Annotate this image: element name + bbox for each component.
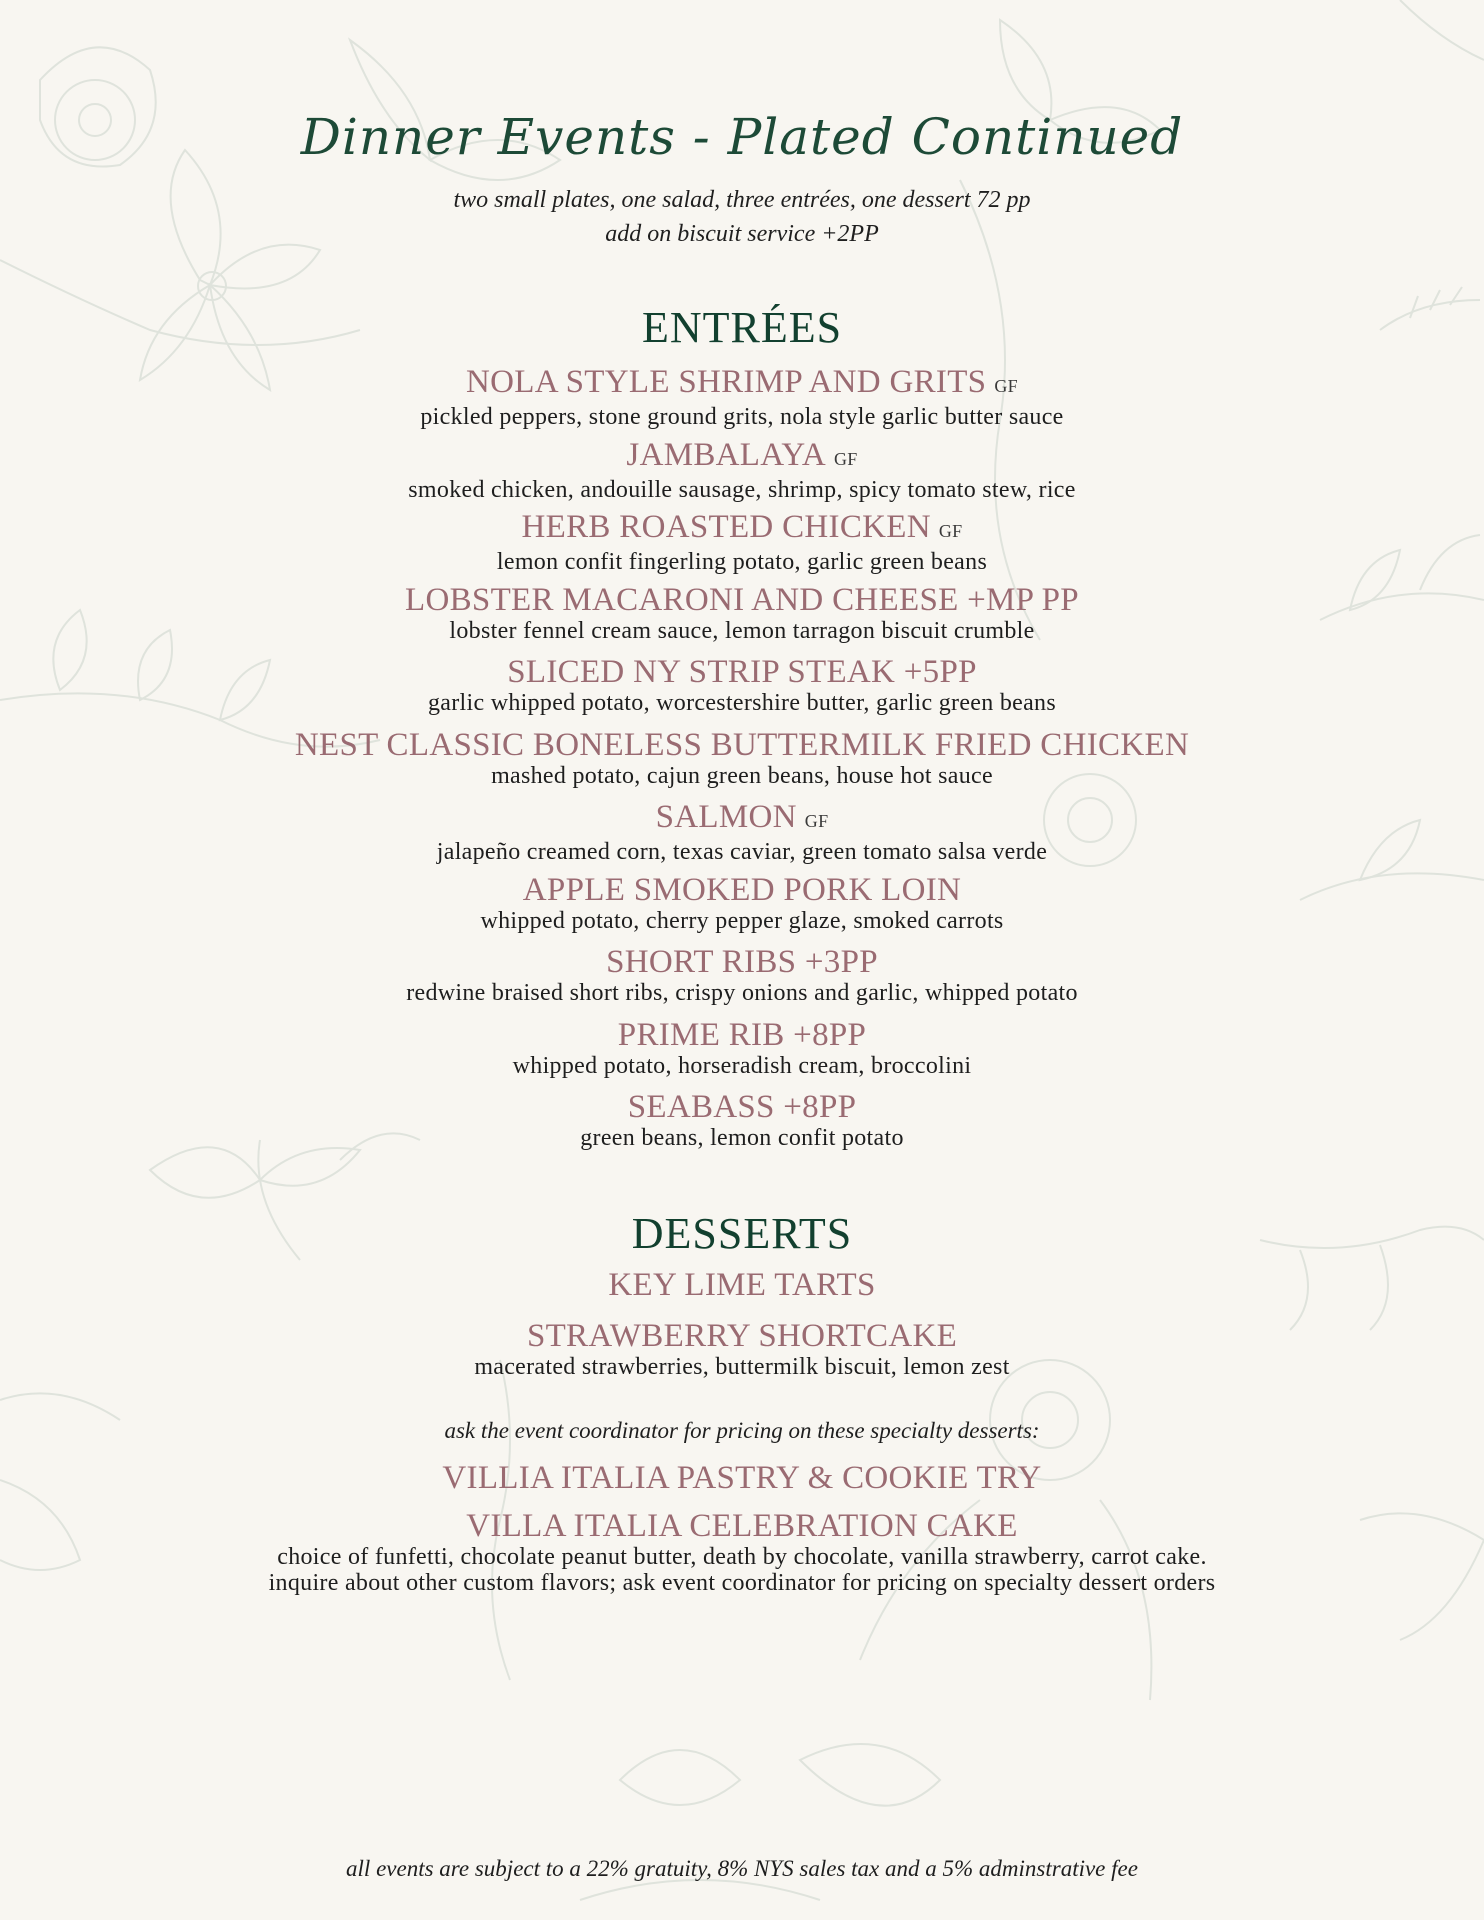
page-title: Dinner Events - Plated Continued [300,108,1184,166]
entree-description: jalapeño creamed corn, texas caviar, green tomato salsa verde [436,839,1048,865]
dessert-name: VILLIA ITALIA PASTRY & COOKIE TRY [442,1460,1042,1496]
entree-description: smoked chicken, andouille sausage, shrimp, spicy tomato stew, rice [408,476,1076,503]
dessert-item-key-lime [0,1267,1484,1303]
gf-tag: GF [804,811,829,831]
entree-item [0,1089,1484,1162]
entree-item [0,727,1484,800]
dessert-description-line-1: choice of funfetti, chocolate peanut butter, death by chocolate, vanilla strawberry, carrot cake. [277,1544,1207,1570]
intro-text [0,183,1484,251]
footer-fee-note: all events are subject to a 22% gratuity, 8% NYS sales tax and a 5% adminstrative fee [346,1856,1138,1881]
entree-description: green beans, lemon confit potato [580,1125,904,1151]
entree-description: whipped potato, cherry pepper glaze, smoked carrots [480,907,1004,934]
entree-description: garlic whipped potato, worcestershire butter, garlic green beans [428,690,1056,716]
gf-tag: GF [938,521,963,541]
entree-item [0,1017,1484,1090]
entree-description: redwine braised short ribs, crispy onions and garlic, whipped potato [406,980,1078,1006]
entree-name: HERB ROASTED CHICKEN [521,509,931,545]
entree-description: whipped potato, horseradish cream, broccolini [512,1052,972,1079]
entree-name: SHORT RIBS +3PP [606,944,878,980]
entree-name: NEST CLASSIC BONELESS BUTTERMILK FRIED CHICKEN [294,726,1190,763]
entrees-heading: ENTRÉES [641,303,843,352]
entree-description: mashed potato, cajun green beans, house hot sauce [491,762,993,789]
entree-name: APPLE SMOKED PORK LOIN [522,871,962,908]
entree-description: pickled peppers, stone ground grits, nola style garlic butter sauce [420,404,1064,430]
entree-item [0,582,1484,655]
entree-item [0,799,1484,872]
entree-name: LOBSTER MACARONI AND CHEESE +MP PP [405,581,1079,618]
dessert-description: macerated strawberries, buttermilk biscuit, lemon zest [474,1354,1010,1380]
desserts-heading: DESSERTS [631,1209,853,1258]
entrees-list [0,364,1484,1162]
entree-description: lobster fennel cream sauce, lemon tarragon biscuit crumble [449,617,1035,644]
entree-item [0,437,1484,510]
entree-item [0,654,1484,727]
entree-name: JAMBALAYA [626,436,826,473]
entree-item [0,364,1484,437]
dessert-name: KEY LIME TARTS [608,1267,876,1303]
dessert-description-line-2: inquire about other custom flavors; ask event coordinator for pricing on specialty dessert orders [268,1570,1216,1596]
entree-name: SEABASS +8PP [627,1089,857,1125]
specialty-dessert-note: ask the event coordinator for pricing on these specialty desserts: [444,1418,1040,1443]
entree-name: SLICED NY STRIP STEAK +5PP [507,654,977,690]
entree-description: lemon confit fingerling potato, garlic green beans [496,549,988,575]
gf-tag: GF [994,376,1018,396]
dessert-item-cake [0,1508,1484,1596]
entree-item [0,944,1484,1017]
entree-item [0,509,1484,582]
entree-name: SALMON [655,799,797,835]
dessert-name: VILLA ITALIA CELEBRATION CAKE [466,1508,1018,1544]
entree-name: PRIME RIB +8PP [617,1016,867,1053]
intro-line-1: two small plates, one salad, three entrées, one dessert 72 pp [453,187,1031,213]
entree-name: NOLA STYLE SHRIMP AND GRITS [466,364,987,400]
dessert-item-shortcake [0,1318,1484,1380]
gf-tag: GF [833,448,858,469]
dessert-name: STRAWBERRY SHORTCAKE [526,1318,958,1354]
dessert-item-pastry [0,1460,1484,1496]
entree-item [0,872,1484,945]
intro-line-2: add on biscuit service +2PP [605,221,879,247]
